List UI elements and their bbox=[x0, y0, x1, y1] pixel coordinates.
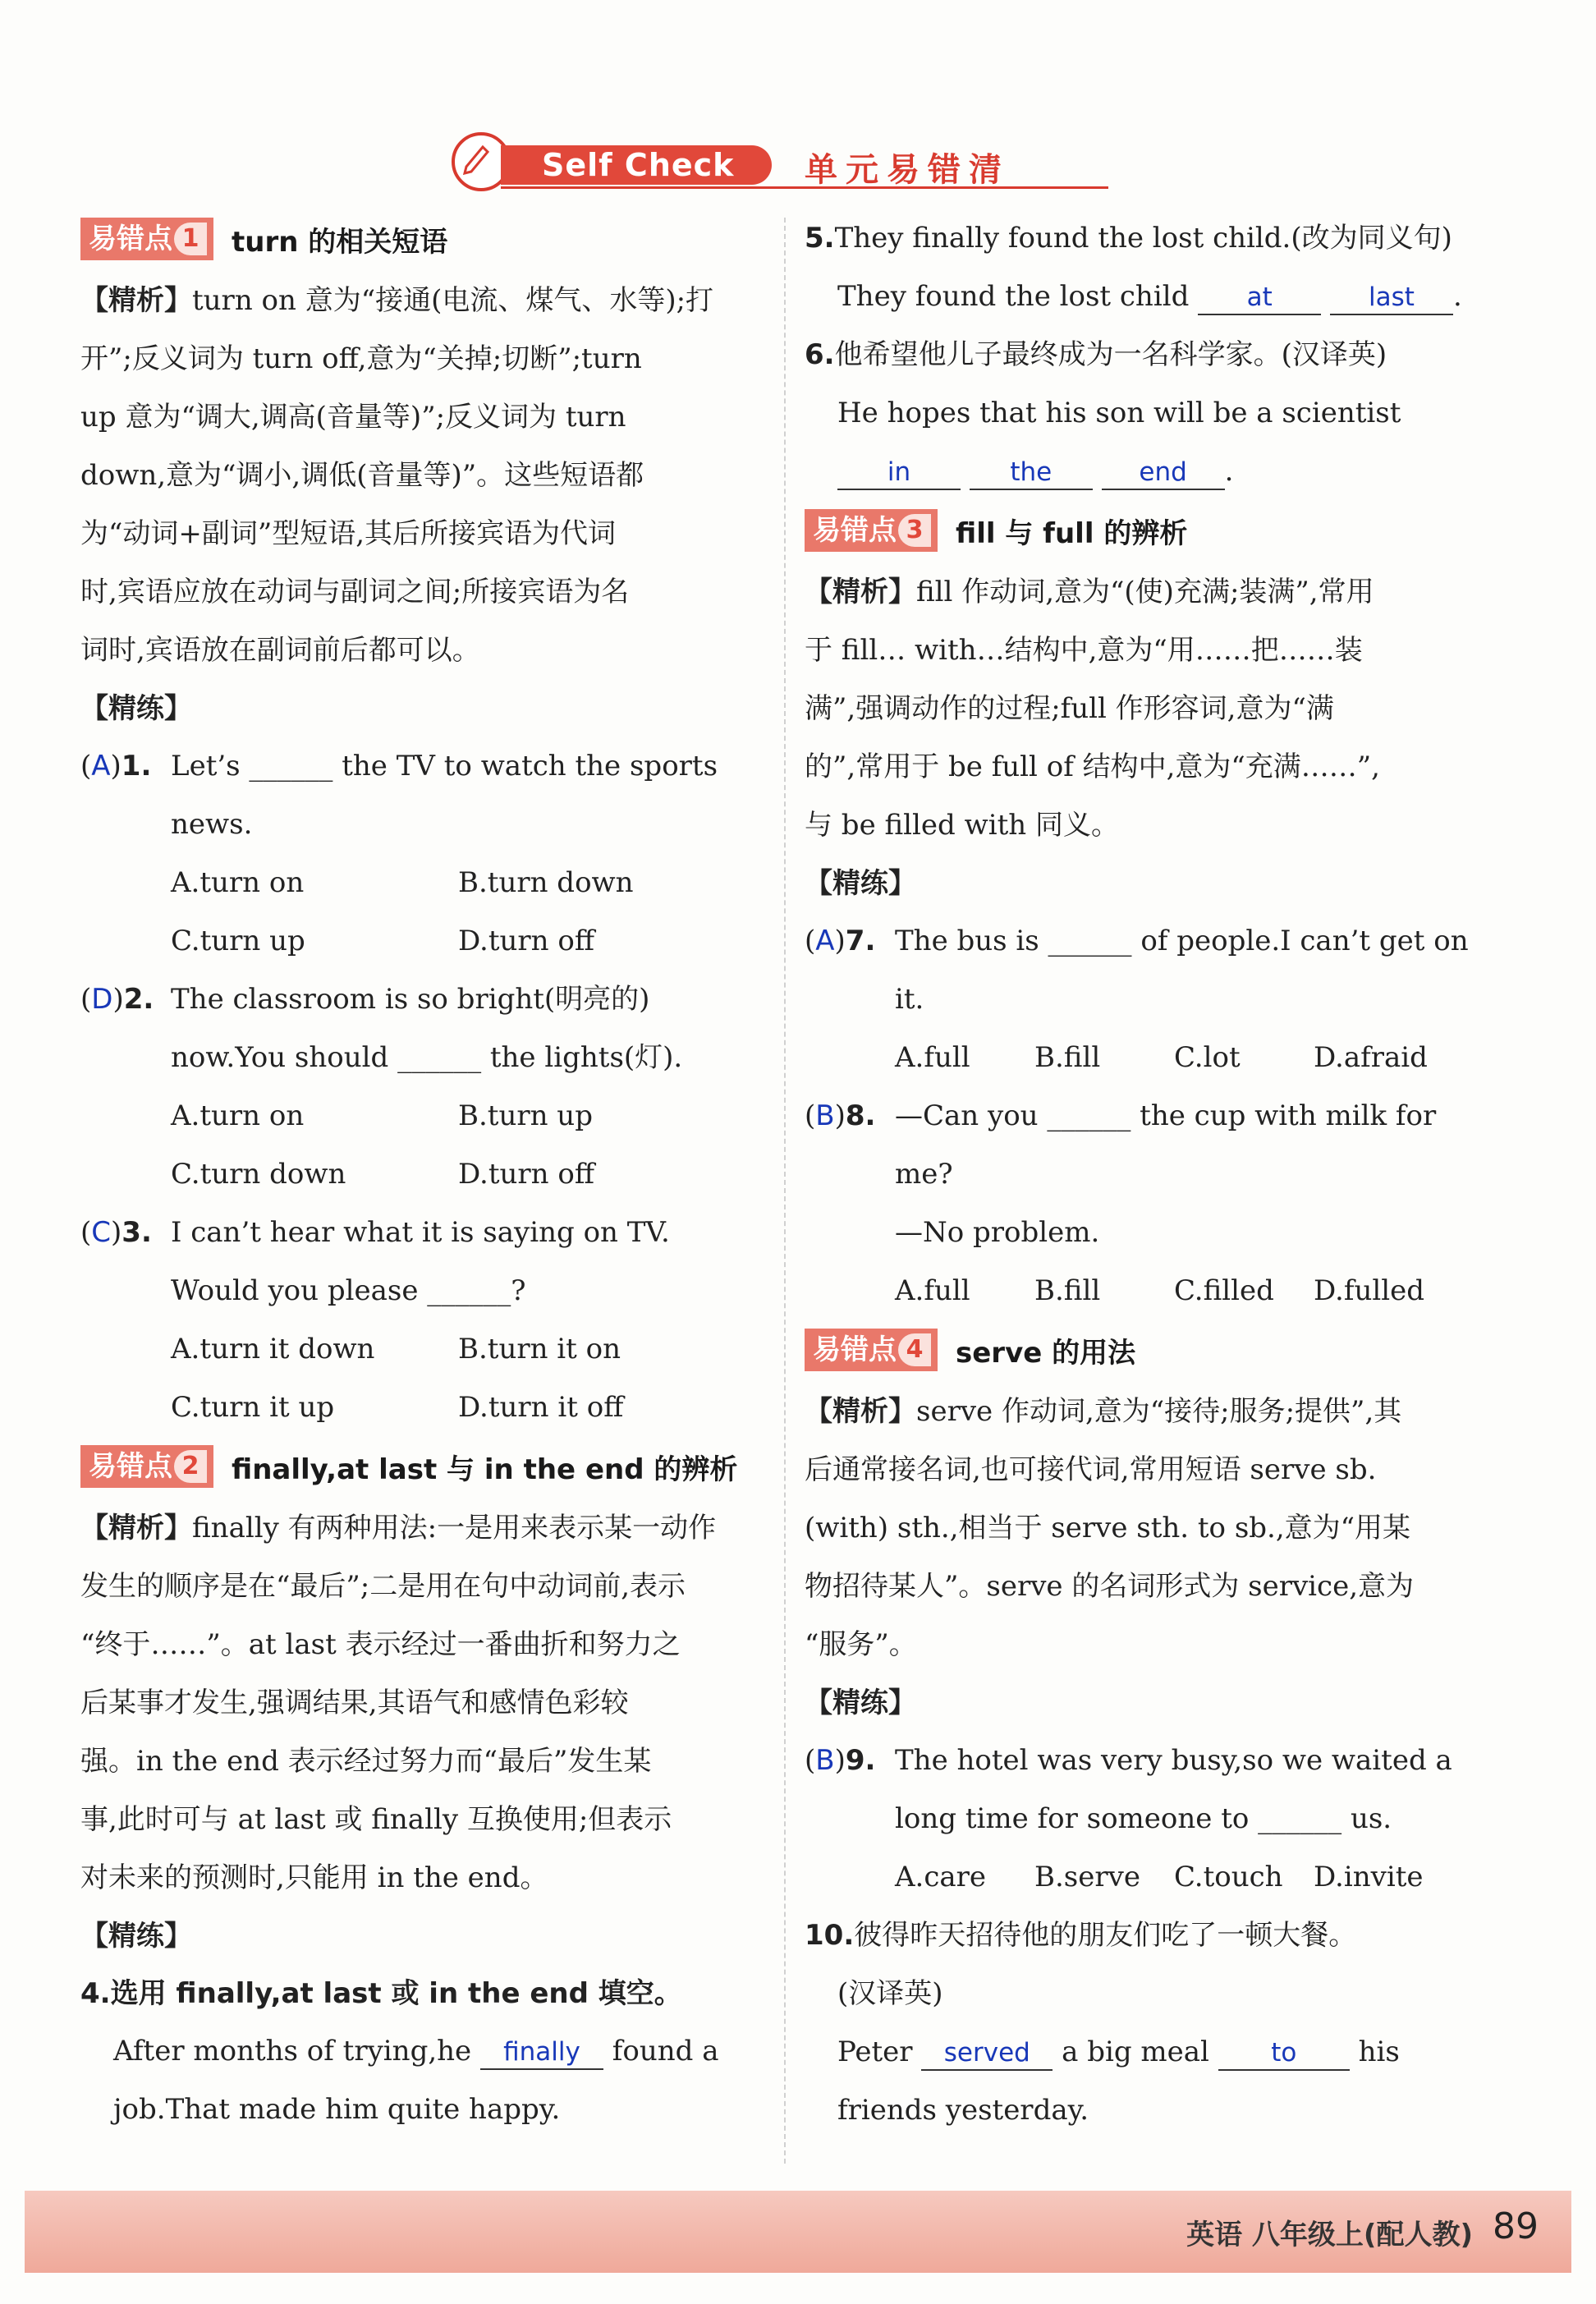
footer-label: 英语 八年级上(配人教) bbox=[1186, 2219, 1473, 2251]
question-text: (汉译英) bbox=[837, 1977, 943, 2010]
question-10: 10.彼得昨天招待他的朋友们吃了一顿大餐。 bbox=[805, 1919, 1357, 1952]
answer-blank[interactable]: last bbox=[1330, 281, 1453, 315]
question-1: (A)1. Let’s ______ the TV to watch the sports bbox=[80, 750, 718, 783]
point-tag: 易错点 3 bbox=[805, 509, 938, 552]
analysis-line: 发生的顺序是在“最后”;二是用在句中动词前,表示 bbox=[80, 1570, 686, 1603]
options: C.turn it up D.turn it off bbox=[171, 1391, 624, 1424]
options: C.turn up D.turn off bbox=[171, 925, 594, 957]
analysis-line: 于 fill… with…结构中,意为“用……把……装 bbox=[805, 634, 1363, 667]
answer-blank[interactable]: to bbox=[1218, 2036, 1350, 2071]
right-column bbox=[805, 209, 1486, 2140]
point-title: finally,at last 与 in the end 的辨析 bbox=[232, 1453, 738, 1486]
header-title: 单元易错清 bbox=[805, 151, 1010, 189]
page-footer bbox=[25, 2191, 1571, 2273]
question-text: job.That made him quite happy. bbox=[113, 2093, 561, 2126]
practice-label: 【精练】 bbox=[805, 1687, 916, 1719]
point-2-heading bbox=[80, 1442, 762, 1491]
answer: A bbox=[91, 750, 111, 783]
options: A.full B.fill C.filled D.fulled bbox=[895, 1274, 1424, 1307]
point-title: serve 的用法 bbox=[956, 1336, 1136, 1370]
analysis-line: 与 be filled with 同义。 bbox=[805, 809, 1119, 842]
question-text: news. bbox=[171, 808, 253, 841]
question-text: me? bbox=[895, 1158, 953, 1191]
point-1-heading bbox=[80, 214, 762, 264]
question-9: (B)9. The hotel was very busy,so we waited a bbox=[805, 1744, 1452, 1777]
analysis-line: down,意为“调小,调低(音量等)”。这些短语都 bbox=[80, 459, 644, 492]
options: A.full B.fill C.lot D.afraid bbox=[895, 1041, 1428, 1074]
answer-blank[interactable]: end bbox=[1102, 456, 1225, 490]
answer: B bbox=[815, 1744, 835, 1777]
answer-blank[interactable]: finally bbox=[480, 2036, 603, 2070]
analysis-line: 后通常接名词,也可接代词,常用短语 serve sb. bbox=[805, 1453, 1377, 1486]
analysis-line: 词时,宾语放在副词前后都可以。 bbox=[80, 634, 480, 667]
analysis-line: 满”,强调动作的过程;full 作形容词,意为“满 bbox=[805, 692, 1334, 725]
analysis-line: “服务”。 bbox=[805, 1628, 917, 1661]
question-text: Would you please ______? bbox=[171, 1274, 526, 1307]
options: C.turn down D.turn off bbox=[171, 1158, 594, 1191]
options: A.turn on B.turn up bbox=[171, 1099, 593, 1132]
practice-label: 【精练】 bbox=[805, 867, 916, 900]
point-title: fill 与 full 的辨析 bbox=[956, 516, 1188, 550]
analysis-line: 为“动词+副词”型短语,其后所接宾语为代词 bbox=[80, 517, 617, 550]
question-text: long time for someone to ______ us. bbox=[895, 1802, 1392, 1835]
header-ribbon: Self Check bbox=[501, 145, 772, 185]
analysis-line: 时,宾语应放在动词与副词之间;所接宾语为名 bbox=[80, 576, 630, 608]
options: A.care B.serve C.touch D.invite bbox=[895, 1861, 1424, 1893]
page-number: 89 bbox=[1493, 2205, 1539, 2247]
column-divider bbox=[784, 218, 786, 2164]
analysis-line: 事,此时可与 at last 或 finally 互换使用;但表示 bbox=[80, 1803, 672, 1836]
practice-label: 【精练】 bbox=[80, 1920, 192, 1953]
analysis-line: 【精析】serve 作动词,意为“接待;服务;提供”,其 bbox=[805, 1395, 1402, 1428]
answer: A bbox=[815, 925, 835, 957]
analysis-line: 的”,常用于 be full of 结构中,意为“充满……”, bbox=[805, 750, 1380, 783]
answer-blank[interactable]: served bbox=[921, 2036, 1053, 2071]
point-tag: 易错点 1 bbox=[80, 218, 213, 260]
point-3-heading bbox=[805, 506, 1486, 555]
analysis-line: 物招待某人”。serve 的名词形式为 service,意为 bbox=[805, 1570, 1415, 1603]
analysis-line: up 意为“调大,调高(音量等)”;反义词为 turn bbox=[80, 401, 626, 434]
question-5: 5.They finally found the lost child.(改为同义句) bbox=[805, 222, 1452, 255]
answer: B bbox=[815, 1099, 835, 1132]
question-text: now.You should ______ the lights(灯). bbox=[171, 1041, 683, 1074]
analysis-line: 对未来的预测时,只能用 in the end。 bbox=[80, 1861, 548, 1894]
point-title: turn 的相关短语 bbox=[232, 225, 448, 259]
answer-blank[interactable]: at bbox=[1198, 281, 1321, 315]
analysis-line: 【精析】fill 作动词,意为“(使)充满;装满”,常用 bbox=[805, 576, 1374, 608]
answer-blank[interactable]: in bbox=[837, 456, 961, 490]
left-column bbox=[80, 209, 762, 2139]
question-text: Peter served a big meal to his bbox=[805, 2023, 1486, 2081]
options: A.turn on B.turn down bbox=[171, 866, 634, 899]
question-text: He hopes that his son will be a scientist bbox=[837, 397, 1401, 429]
analysis-line: 【精析】finally 有两种用法:一是用来表示某一动作 bbox=[80, 1512, 717, 1544]
question-8: (B)8. —Can you ______ the cup with milk for bbox=[805, 1099, 1437, 1132]
question-text: in the end . bbox=[805, 443, 1486, 501]
question-6: 6.他希望他儿子最终成为一名科学家。(汉译英) bbox=[805, 338, 1387, 371]
answer: D bbox=[91, 983, 113, 1016]
options: A.turn it down B.turn it on bbox=[171, 1333, 621, 1365]
question-text: After months of trying,he finally found a bbox=[80, 2022, 762, 2081]
answer-blank[interactable]: the bbox=[970, 456, 1093, 490]
question-4: 4.选用 finally,at last 或 in the end 填空。 bbox=[80, 1977, 682, 2010]
question-text: —No problem. bbox=[895, 1216, 1100, 1249]
analysis-line: 强。in the end 表示经过努力而“最后”发生某 bbox=[80, 1745, 652, 1778]
question-3: (C)3. I can’t hear what it is saying on TV. bbox=[80, 1216, 670, 1249]
question-7: (A)7. The bus is ______ of people.I can’t get on it. bbox=[805, 925, 1469, 1016]
analysis-line: 开”;反义词为 turn off,意为“关掉;切断”;turn bbox=[80, 342, 642, 375]
answer: C bbox=[91, 1216, 112, 1249]
analysis-line: “终于……”。at last 表示经过一番曲折和努力之 bbox=[80, 1628, 681, 1661]
practice-label: 【精练】 bbox=[80, 692, 192, 725]
question-text: friends yesterday. bbox=[837, 2094, 1089, 2127]
point-4-heading bbox=[805, 1325, 1486, 1375]
point-tag: 易错点 2 bbox=[80, 1445, 213, 1488]
analysis-line: 后某事才发生,强调结果,其语气和感情色彩较 bbox=[80, 1687, 629, 1719]
analysis-line: (with) sth.,相当于 serve sth. to sb.,意为“用某 bbox=[805, 1512, 1411, 1544]
point-tag: 易错点 4 bbox=[805, 1329, 938, 1371]
question-text: They found the lost child at last . bbox=[805, 268, 1486, 326]
section-header bbox=[452, 127, 1108, 193]
question-2: (D)2. The classroom is so bright(明亮的) bbox=[80, 983, 650, 1016]
analysis-line: 【精析】turn on 意为“接通(电流、煤气、水等);打 bbox=[80, 284, 714, 317]
